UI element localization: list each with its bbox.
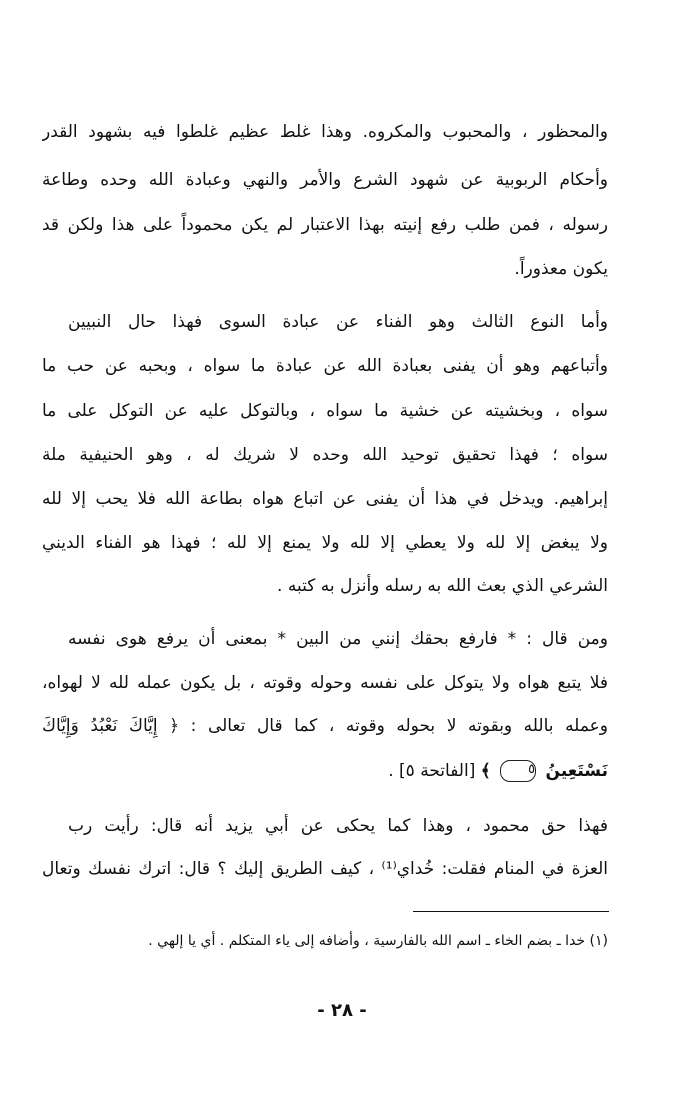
text-line: سواه ؛ فهذا تحقيق توحيد الله وحده لا شريك له ، وهو الحنيفية ملة [42, 445, 608, 465]
text-line: يكون معذوراً. [514, 259, 608, 279]
verse-close-bracket: ﴾ [480, 761, 491, 781]
text-line: ولا يبغض إلا لله ولا يعطي إلا لله ولا يمنع إلا لله ؛ فهذا هو الفناء الديني [42, 533, 608, 553]
text-line: إبراهيم. ويدخل في هذا أن يفنى عن اتباع هواه بطاعة الله فلا يحب إلا لله [42, 489, 608, 509]
text-line: وأتباعهم وهو أن يفنى بعبادة الله عن عبادة ما سواه ، وبحبه عن حب ما [42, 356, 608, 376]
text-line: الشرعي الذي بعث الله به رسله وأنزل به كتبه . [277, 576, 608, 596]
text-line: سواه ، وبخشيته عن خشية ما سواه ، وبالتوكل عليه عن التوكل على ما [42, 401, 608, 421]
text-line: والمحظور ، والمحبوب والمكروه. وهذا غلط عظيم غلطوا فيه بشهود القدر [42, 122, 608, 142]
verse-citation: [الفاتحة ٥] . [388, 761, 476, 781]
verse-number-marker: ٥ [500, 760, 536, 782]
footnote: (١) خدا ـ بضم الخاء ـ اسم الله بالفارسية ، وأضافه إلى ياء المتكلم . أي يا إلهي . [148, 933, 608, 949]
footnote-separator [413, 911, 609, 912]
quran-verse-line [42, 757, 608, 785]
text-line: رسوله ، فمن طلب رفع إنيته بهذا الاعتبار لم يكن محموداً على هذا ولكن قد [42, 215, 608, 235]
text-line: فهذا حق محمود ، وهذا كما يحكى عن أبي يزيد أنه قال: رأيت رب [68, 816, 608, 836]
text-line: وأما النوع الثالث وهو الفناء عن عبادة السوى فهذا حال النبيين [68, 312, 608, 332]
text-line: وأحكام الربوبية عن شهود الشرع والأمر والنهي وعبادة الله وحده وطاعة [42, 170, 608, 190]
page-number: - ٢٨ - [317, 1000, 367, 1021]
text-line: ومن قال : * فارفع بحقك إنني من البين * بمعنى أن يرفع هوى نفسه [68, 629, 608, 649]
text-line: فلا يتبع هواه ولا يتوكل على نفسه وحوله وقوته ، بل يكون عمله لله لا لهواه، [42, 673, 608, 693]
text-line: وعمله بالله وبقوته لا بحوله وقوته ، كما قال تعالى : ﴿ إِيَّاكَ نَعْبُدُ وَإِيَّاكَ [42, 716, 608, 736]
text-line: العزة في المنام فقلت: خُداي⁽¹⁾ ، كيف الطريق إليك ؟ قال: اترك نفسك وتعال [42, 859, 608, 879]
verse-end-word: نَسْتَعِينُ [545, 761, 608, 781]
